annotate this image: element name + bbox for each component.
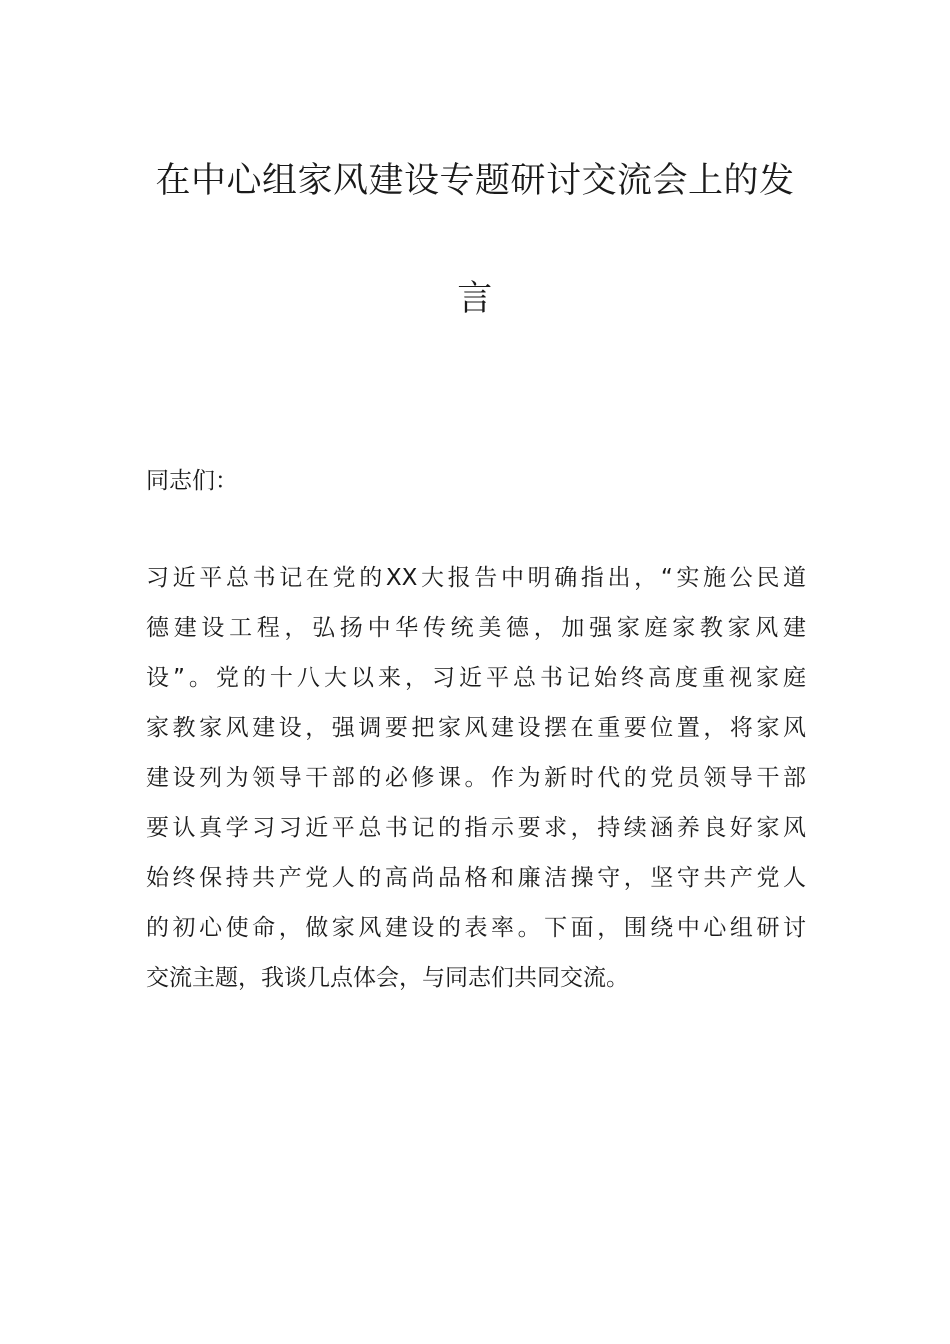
body-paragraph [146, 560, 806, 1010]
body-line-7: 始终保持共产党人的高尚品格和廉洁操守，坚守共产党人 [146, 865, 806, 891]
document-title-line-1: 在中心组家风建设专题研讨交流会上的发 [155, 161, 795, 201]
body-line-5: 建设列为领导干部的必修课。作为新时代的党员领导干部 [146, 765, 806, 791]
body-line-9: 交流主题，我谈几点体会，与同志们共同交流。 [146, 965, 629, 991]
body-line-4: 家教家风建设，强调要把家风建设摆在重要位置，将家风 [146, 715, 806, 741]
salutation: 同志们： [146, 468, 238, 494]
body-line-8: 的初心使命，做家风建设的表率。下面，围绕中心组研讨 [146, 915, 806, 941]
body-line-3: 设”。党的十八大以来，习近平总书记始终高度重视家庭 [146, 665, 806, 691]
body-line-2: 德建设工程，弘扬中华传统美德，加强家庭家教家风建 [146, 615, 806, 641]
document-title-line-2: 言 [457, 279, 493, 319]
body-line-6: 要认真学习习近平总书记的指示要求，持续涵养良好家风 [146, 815, 806, 841]
body-line-1: 习近平总书记在党的XX大报告中明确指出，“实施公民道 [146, 565, 806, 591]
